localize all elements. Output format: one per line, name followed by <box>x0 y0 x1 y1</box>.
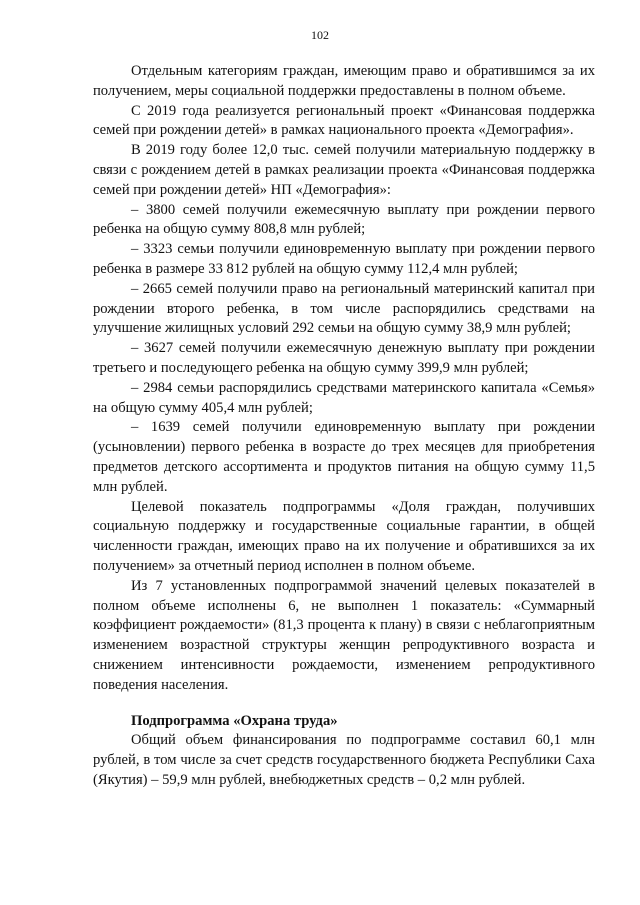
list-item-monthly-payment-first-child: – 3800 семей получили ежемесячную выплату при рождении первого ребенка на общую сумму 808,8 млн рублей; <box>93 201 595 238</box>
list-item-capital-semya: – 2984 семьи распорядились средствами материнского капитала «Семья» на общую сумму 405,4 млн рублей; <box>93 379 595 416</box>
paragraph-labor-protection-funding: Общий объем финансирования по подпрограмме составил 60,1 млн рублей, в том числе за счет средств государственного бюджета Республики Саха (Якутия) – 59,9 млн рублей, внебюджетных средств – 0,2 млн рублей. <box>93 732 595 788</box>
paragraph-target-indicator: Целевой показатель подпрограммы «Доля граждан, получивших социальную поддержку и государственные социальные гарантии, в общей численности граждан, имеющих право на их получение и обратившихся за их получением» за отчетный период исполнен в полном объеме. <box>93 498 595 574</box>
list-item-maternity-capital: – 2665 семей получили право на региональный материнский капитал при рождении второго ребенка, в том числе распорядились средствами на улучшение жилищных условий 292 семьи на общую сумму 38,9 млн рублей; <box>93 280 595 337</box>
section-title: Подпрограмма «Охрана труда» <box>131 712 338 729</box>
paragraph-social-support: Отдельным категориям граждан, имеющим право и обратившимся за их получением, меры социальной поддержки предоставлены в полном объеме. <box>93 63 595 99</box>
paragraph-indicators-summary: Из 7 установленных подпрограммой значений целевых показателей в полном объеме исполнены 6, не выполнен 1 показатель: «Суммарный коэффициент рождаемости» (81,3 процента к плану) в связи с неблагоприятным изменением возрастной структуры женщин репродуктивного возраста и снижением интенсивности рождаемости, изменением репродуктивного поведения населения. <box>93 577 595 693</box>
paragraph-regional-project: С 2019 года реализуется региональный проект «Финансовая поддержка семей при рождении детей» в рамках национального проекта «Демография». <box>93 102 595 139</box>
list-item-lump-sum-adoption: – 1639 семей получили единовременную выплату при рождении (усыновлении) первого ребенка в возрасте до трех месяцев для приобретения предметов детского ассортимента и продуктов питания на общую сумму 11,5 млн рублей. <box>93 419 595 495</box>
list-item-lump-sum-first-child: – 3323 семьи получили единовременную выплату при рождении первого ребенка в размере 33 812 рублей на общую сумму 112,4 млн рублей; <box>93 241 595 277</box>
paragraph-families-support: В 2019 году более 12,0 тыс. семей получили материальную поддержку в связи с рождением детей в рамках реализации проекта «Финансовая поддержка семей при рождении детей» НП «Демография»: <box>93 142 595 198</box>
page-number: 102 <box>311 28 329 42</box>
document-body <box>93 62 595 791</box>
list-item-monthly-payment-third-child: – 3627 семей получили ежемесячную денежную выплату при рождении третьего и последующего ребенка на общую сумму 399,9 млн рублей; <box>93 340 595 376</box>
